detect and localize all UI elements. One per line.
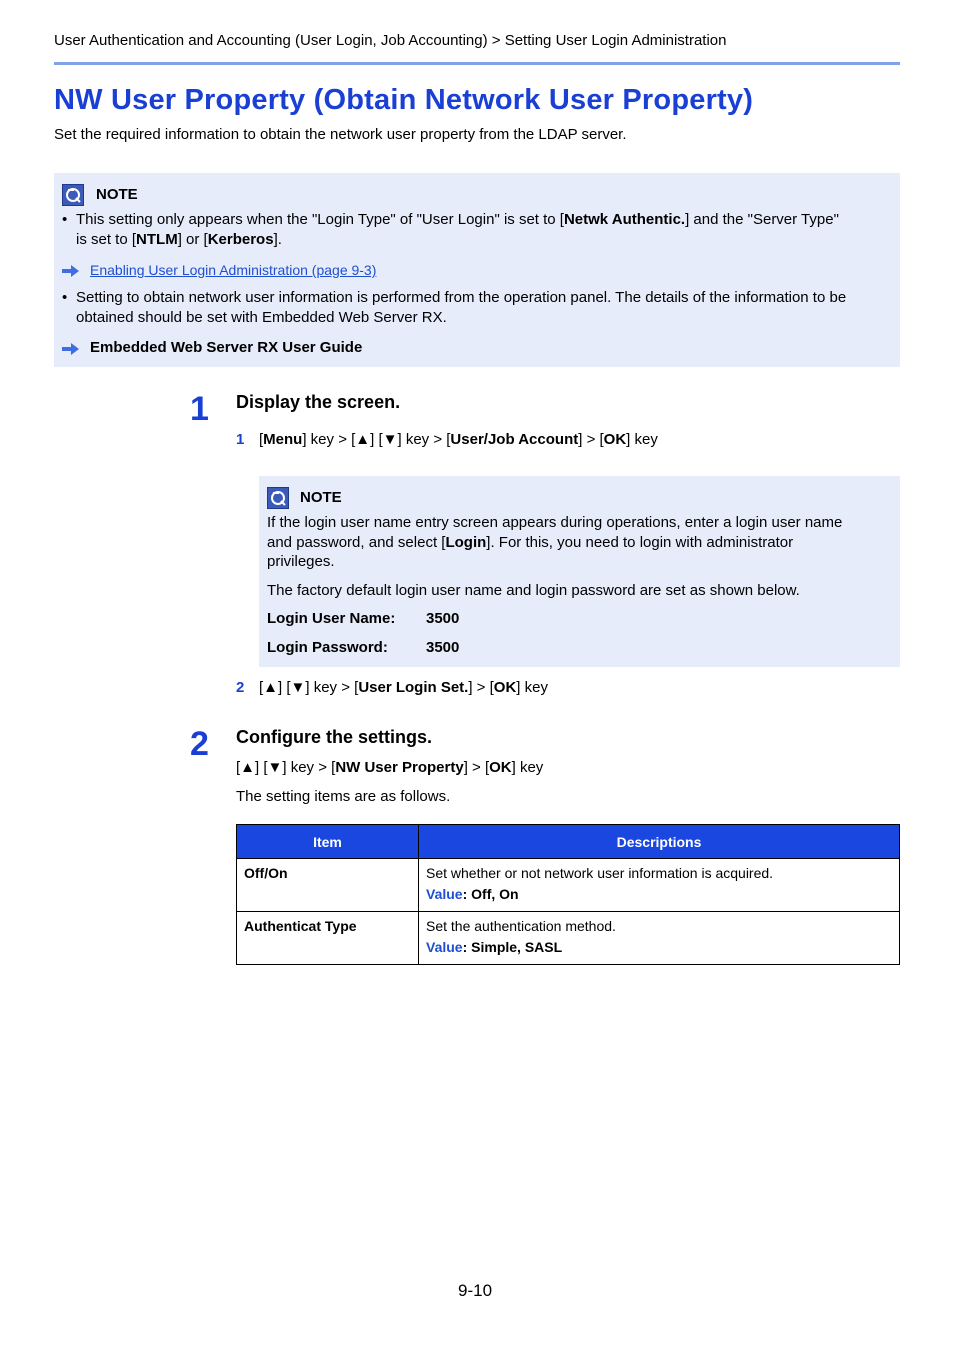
step-number: 2 bbox=[190, 725, 209, 763]
note-icon bbox=[62, 184, 84, 206]
sub-step-number: 2 bbox=[236, 679, 245, 696]
bullet-dot: • bbox=[62, 211, 68, 228]
reference-guide: Embedded Web Server RX User Guide bbox=[90, 339, 363, 356]
note-box bbox=[259, 476, 900, 667]
value-text: : Off, On bbox=[462, 886, 519, 902]
bullet-dot: • bbox=[62, 289, 68, 306]
value-label: Value bbox=[426, 939, 463, 955]
step-instruction: [▲] [▼] key > [NW User Property] > [OK] key bbox=[236, 759, 544, 776]
intro-text: Set the required information to obtain the network user property from the LDAP server. bbox=[54, 126, 627, 143]
header-rule bbox=[54, 62, 900, 65]
note-icon bbox=[267, 487, 289, 509]
sub-step-instruction: [▲] [▼] key > [User Login Set.] > [OK] key bbox=[259, 679, 548, 696]
value-label: Value bbox=[426, 886, 463, 902]
value-text: : Simple, SASL bbox=[462, 939, 563, 955]
step-number: 1 bbox=[190, 390, 209, 428]
note-paragraph: If the login user name entry screen appears during operations, enter a login user name and password, and select [Login]. For this, you need to login with administrator privileges. bbox=[267, 514, 843, 570]
description-text: Set the authentication method. bbox=[426, 918, 616, 934]
page-title: NW User Property (Obtain Network User Property) bbox=[54, 84, 754, 116]
sub-step-number: 1 bbox=[236, 431, 245, 448]
column-header-descriptions: Descriptions bbox=[419, 825, 900, 859]
step-title: Configure the settings. bbox=[236, 727, 433, 747]
note-heading: NOTE bbox=[96, 186, 138, 203]
item-cell: Off/On bbox=[237, 859, 419, 912]
item-cell: Authenticat Type bbox=[237, 912, 419, 965]
settings-table bbox=[236, 824, 900, 965]
table-row bbox=[237, 859, 900, 912]
items-intro: The setting items are as follows. bbox=[236, 788, 451, 805]
description-text: Set whether or not network user information is acquired. bbox=[426, 865, 774, 881]
breadcrumb: User Authentication and Accounting (User Login, Job Accounting) > Setting User Login Administration bbox=[54, 32, 727, 49]
description-cell bbox=[419, 859, 900, 912]
login-name-value: 3500 bbox=[426, 610, 460, 627]
note-bullet-1: This setting only appears when the "Login Type" of "User Login" is set to [Netwk Authentic.] and the "Server Type" is set to [NTLM] or [Kerberos]. bbox=[76, 211, 839, 248]
step-title: Display the screen. bbox=[236, 392, 401, 412]
enabling-login-link[interactable]: Enabling User Login Administration (page 9-3) bbox=[90, 262, 377, 278]
page-number: 9-10 bbox=[458, 1281, 493, 1300]
note-paragraph: The factory default login user name and login password are set as shown below. bbox=[267, 582, 800, 599]
arrow-right-icon bbox=[62, 343, 79, 355]
table-row bbox=[237, 912, 900, 965]
note-box bbox=[54, 173, 900, 367]
column-header-item: Item bbox=[237, 825, 419, 859]
sub-step-instruction: [Menu] key > [▲] [▼] key > [User/Job Account] > [OK] key bbox=[259, 431, 658, 448]
login-password-value: 3500 bbox=[426, 639, 460, 656]
note-bullet-2: Setting to obtain network user information is performed from the operation panel. The details of the information to be obtained should be set with Embedded Web Server RX. bbox=[76, 289, 847, 326]
arrow-right-icon bbox=[62, 265, 79, 277]
table-header-row bbox=[237, 825, 900, 859]
note-heading: NOTE bbox=[300, 489, 342, 506]
description-cell bbox=[419, 912, 900, 965]
login-password-label: Login Password: bbox=[267, 639, 388, 656]
login-name-label: Login User Name: bbox=[267, 610, 396, 627]
